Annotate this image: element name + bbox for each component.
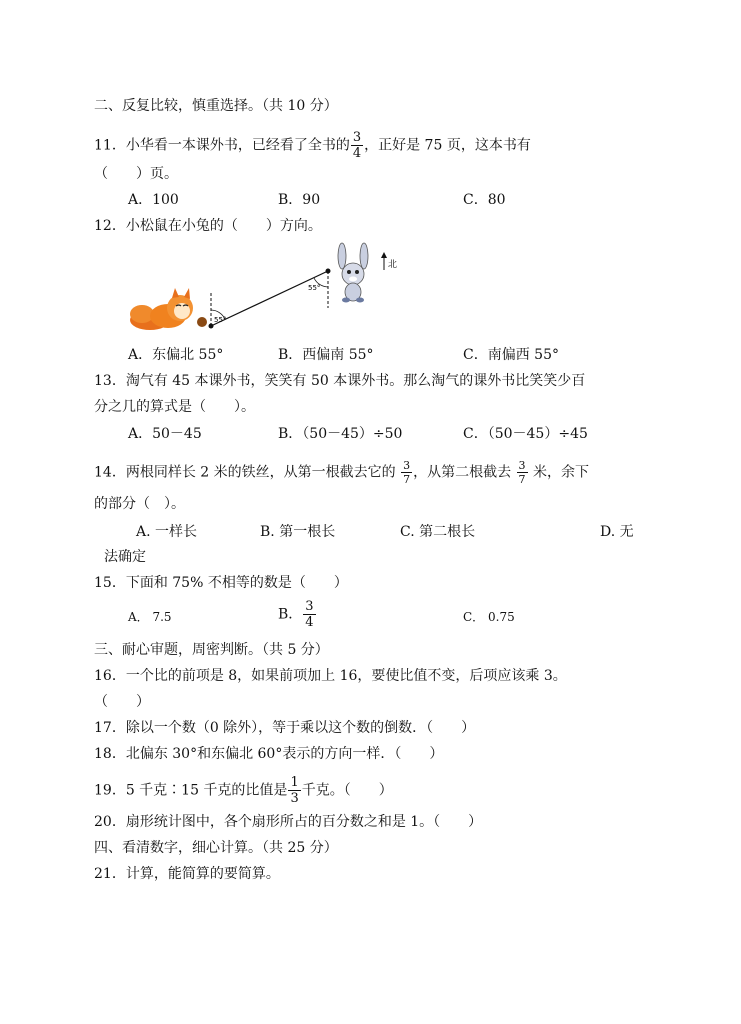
section-2-title: 二、反复比较，慎重选择。（共 10 分） [94, 98, 338, 114]
question-16-line-1: 16．一个比的前项是 8，如果前项加上 16，要使比值不变，后项应该乘 3。 [94, 668, 567, 684]
question-12: 12．小松鼠在小兔的（ ）方向。 [94, 218, 322, 234]
q13-option-a: A．50－45 [128, 426, 202, 442]
q12-option-b: B．西偏南 55° [278, 347, 374, 363]
q15-option-b: B． $\frac{3}{4}$ [278, 599, 314, 630]
q15-option-b-fraction: $\frac{3}{4}$ [305, 599, 314, 630]
q14-fraction-1: $\frac{3}{7}$ [403, 459, 411, 486]
angle-label-right: 55° [308, 284, 321, 292]
q11-option-c: C．80 [463, 192, 506, 208]
q12-option-c: C．南偏西 55° [463, 347, 559, 363]
question-17: 17．除以一个数（0 除外），等于乘以这个数的倒数．（ ） [94, 720, 476, 736]
q14-fraction-2: $\frac{3}{7}$ [518, 459, 526, 486]
north-label: 北 [388, 260, 398, 270]
question-16-line-2: （ ） [94, 694, 150, 710]
q14-option-b: B. 第一根长 [260, 524, 336, 540]
q15-option-a: A． 7.5 [128, 610, 172, 624]
angle-label-left: 55° [214, 316, 227, 324]
question-14 [94, 460, 589, 485]
question-15: 15．下面和 75% 不相等的数是（ ） [94, 575, 348, 591]
question-20: 20．扇形统计图中，各个扇形所占的百分数之和是 1。（ ） [94, 814, 483, 830]
q11-answer-line: （ ）页。 [94, 166, 178, 182]
rabbit-icon [338, 243, 368, 303]
q14-text-a: 14．两根同样长 2 米的铁丝，从第一根截去它的 [94, 464, 396, 481]
q11-text-post: ，正好是 75 页，这本书有 [364, 137, 531, 154]
question-13-line-2: 分之几的算式是（ ）。 [94, 399, 255, 415]
q19-text-pre: 19．5 千克∶15 千克的比值是 [94, 782, 288, 799]
north-arrow-icon [381, 252, 387, 270]
q14-option-a: A. 一样长 [136, 524, 198, 540]
q11-fraction: $\frac{3}{4}$ [352, 130, 362, 161]
question-13-line-1: 13．淘气有 45 本课外书，笑笑有 50 本课外书。那么淘气的课外书比笑笑少百 [94, 373, 586, 389]
question-11 [94, 131, 531, 160]
direction-figure [120, 240, 410, 340]
q14-text-b: ，从第二根截去 [413, 464, 512, 481]
question-21: 21．计算，能简算的要简算。 [94, 866, 280, 882]
q13-option-b: B．（50－45）÷50 [278, 426, 403, 442]
q11-option-b: B．90 [278, 192, 321, 208]
q15-option-c: C． 0.75 [463, 610, 515, 624]
q14-option-d-continued: 法确定 [104, 549, 146, 565]
squirrel-icon [130, 288, 207, 330]
q11-text-pre: 11．小华看一本课外书，已经看了全书的 [94, 137, 350, 154]
question-18: 18．北偏东 30°和东偏北 60°表示的方向一样．（ ） [94, 746, 444, 762]
q14-option-c: C. 第二根长 [400, 524, 476, 540]
q14-text-c: 米，余下 [532, 464, 589, 481]
q14-option-d: D. 无 [600, 524, 634, 540]
q13-option-c: C．（50－45）÷45 [463, 426, 588, 442]
q12-option-a: A．东偏北 55° [128, 347, 224, 363]
q19-fraction: $\frac{1}{3}$ [290, 775, 299, 806]
q19-text-post: 千克。（ ） [301, 782, 393, 799]
q11-option-a: A．100 [128, 192, 179, 208]
question-14-line-2: 的部分（ ）。 [94, 496, 185, 512]
section-4-title: 四、看清数字，细心计算。（共 25 分） [94, 840, 338, 856]
question-19 [94, 776, 393, 805]
section-3-title: 三、耐心审题，周密判断。（共 5 分） [94, 642, 329, 658]
